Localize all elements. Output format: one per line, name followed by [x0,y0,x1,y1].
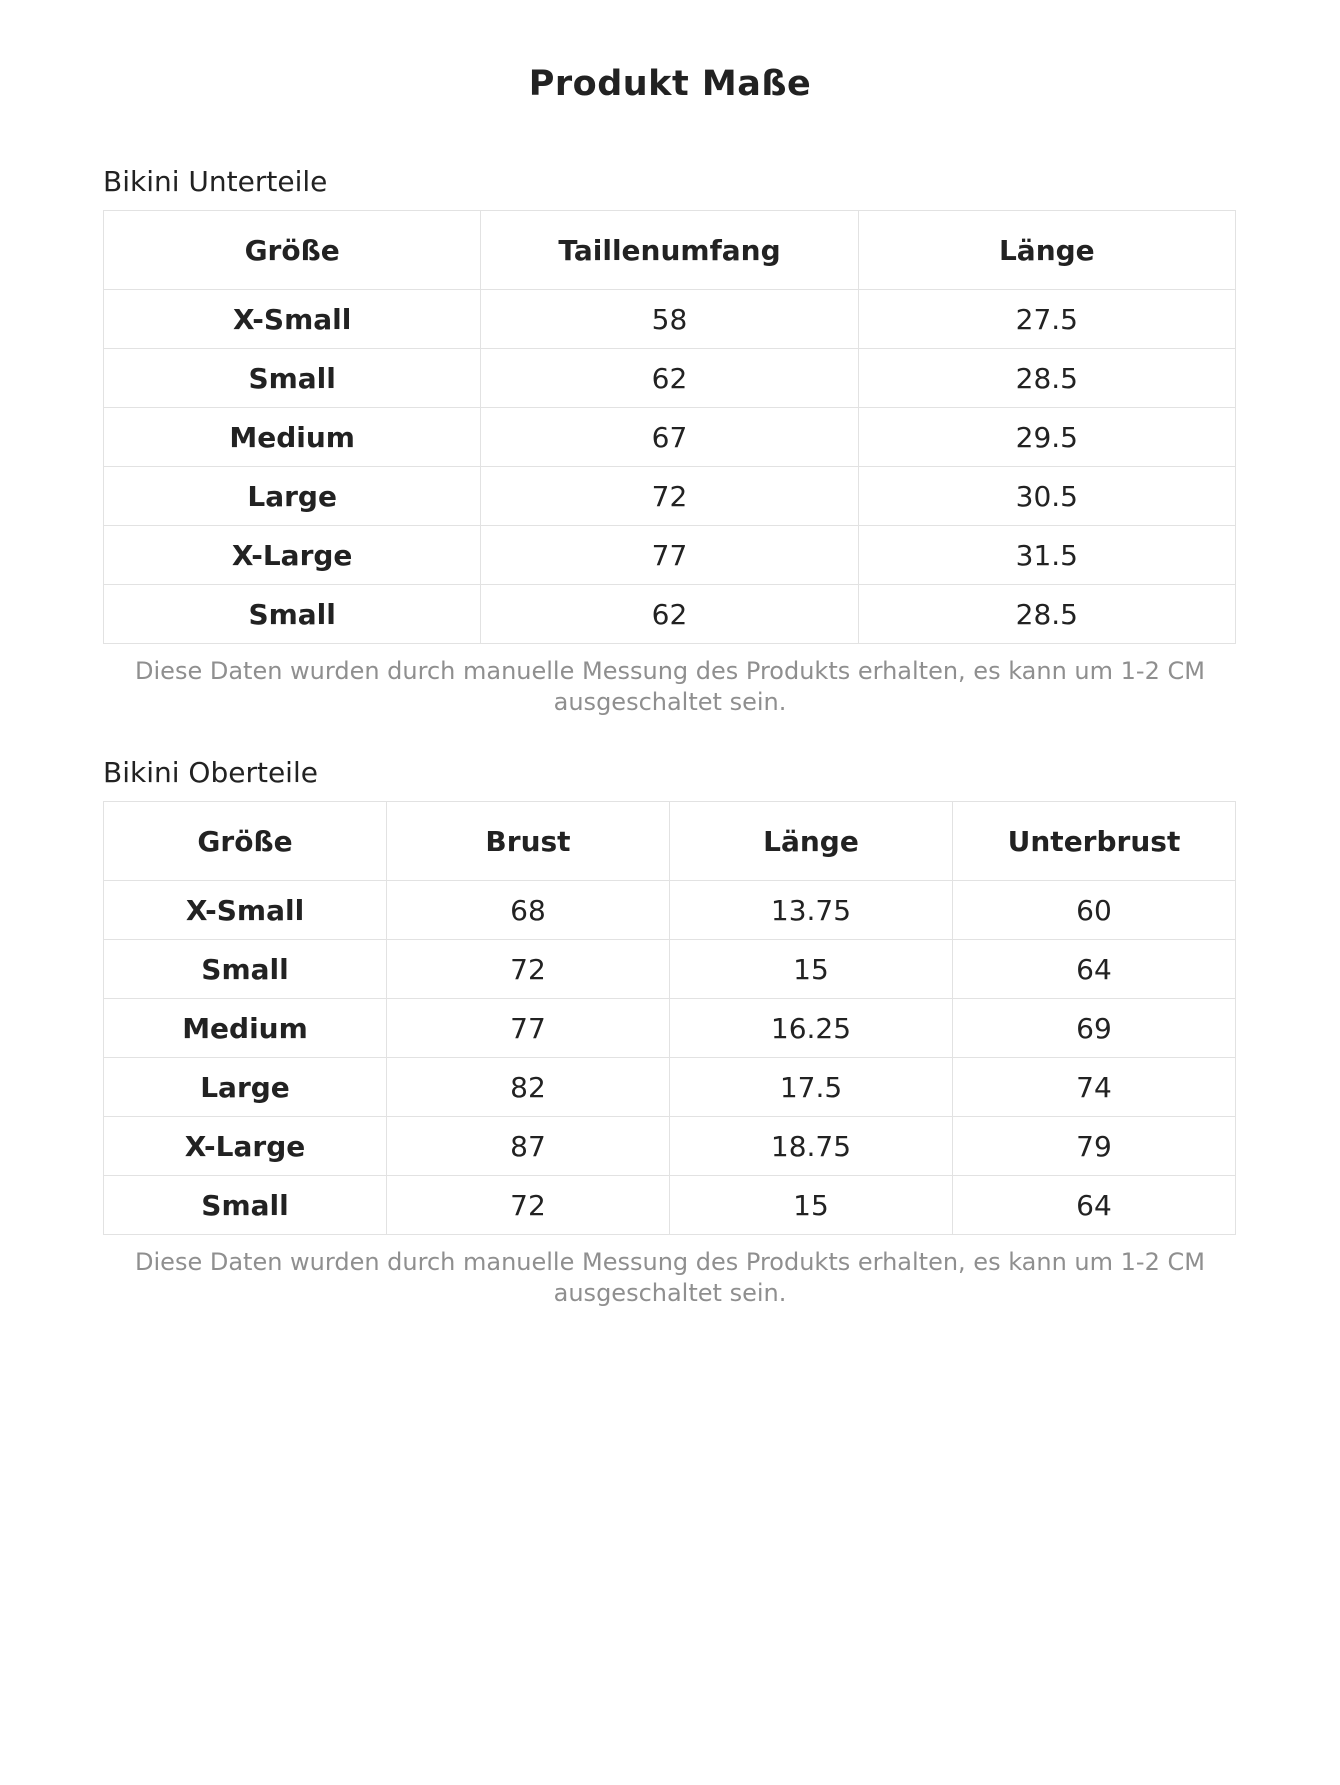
waist-cell: 72 [481,467,858,526]
underbust-cell: 64 [953,940,1236,999]
table-row [104,1058,1236,1117]
length-cell: 13.75 [670,881,953,940]
underbust-cell: 60 [953,881,1236,940]
waist-cell: 62 [481,349,858,408]
size-cell: Large [104,467,481,526]
column-header: Größe [104,211,481,290]
length-cell: 29.5 [858,408,1235,467]
bottoms-section-title: Bikini Unterteile [103,165,328,198]
size-cell: Large [104,1058,387,1117]
size-cell: Small [104,940,387,999]
table-row [104,526,1236,585]
size-cell: X-Large [104,1117,387,1176]
bottoms-section [103,165,1236,644]
tops-size-table [103,801,1236,1235]
size-cell: Medium [104,999,387,1058]
table-row [104,1176,1236,1235]
table-row [104,349,1236,408]
length-cell: 15 [670,940,953,999]
tops-measurement-note: Diese Daten wurden durch manuelle Messung des Produkts erhalten, es kann um 1-2 CM ausgeschaltet sein. [135,1248,1205,1307]
length-cell: 28.5 [858,585,1235,644]
chest-cell: 82 [387,1058,670,1117]
chest-cell: 72 [387,940,670,999]
chest-cell: 87 [387,1117,670,1176]
tops-section [103,756,1236,1235]
table-header-row [104,211,1236,290]
underbust-cell: 79 [953,1117,1236,1176]
underbust-cell: 69 [953,999,1236,1058]
underbust-cell: 64 [953,1176,1236,1235]
length-cell: 18.75 [670,1117,953,1176]
table-row [104,467,1236,526]
size-cell: Small [104,1176,387,1235]
table-row [104,290,1236,349]
waist-cell: 67 [481,408,858,467]
size-cell: X-Small [104,881,387,940]
waist-cell: 58 [481,290,858,349]
table-row [104,940,1236,999]
length-cell: 17.5 [670,1058,953,1117]
column-header: Länge [670,802,953,881]
chest-cell: 72 [387,1176,670,1235]
underbust-cell: 74 [953,1058,1236,1117]
length-cell: 28.5 [858,349,1235,408]
size-cell: Medium [104,408,481,467]
size-cell: X-Large [104,526,481,585]
table-row [104,999,1236,1058]
length-cell: 15 [670,1176,953,1235]
length-cell: 16.25 [670,999,953,1058]
size-cell: X-Small [104,290,481,349]
table-row [104,1117,1236,1176]
column-header: Brust [387,802,670,881]
waist-cell: 77 [481,526,858,585]
column-header: Größe [104,802,387,881]
bottoms-measurement-note: Diese Daten wurden durch manuelle Messung des Produkts erhalten, es kann um 1-2 CM ausgeschaltet sein. [135,657,1205,716]
size-cell: Small [104,349,481,408]
size-cell: Small [104,585,481,644]
page-title: Produkt Maße [528,64,812,104]
column-header: Unterbrust [953,802,1236,881]
chest-cell: 77 [387,999,670,1058]
column-header: Länge [858,211,1235,290]
length-cell: 30.5 [858,467,1235,526]
table-row [104,408,1236,467]
tops-section-title: Bikini Oberteile [103,756,318,789]
table-row [104,585,1236,644]
chest-cell: 68 [387,881,670,940]
table-header-row [104,802,1236,881]
length-cell: 31.5 [858,526,1235,585]
table-row [104,881,1236,940]
column-header: Taillenumfang [481,211,858,290]
waist-cell: 62 [481,585,858,644]
length-cell: 27.5 [858,290,1235,349]
bottoms-size-table [103,210,1236,644]
